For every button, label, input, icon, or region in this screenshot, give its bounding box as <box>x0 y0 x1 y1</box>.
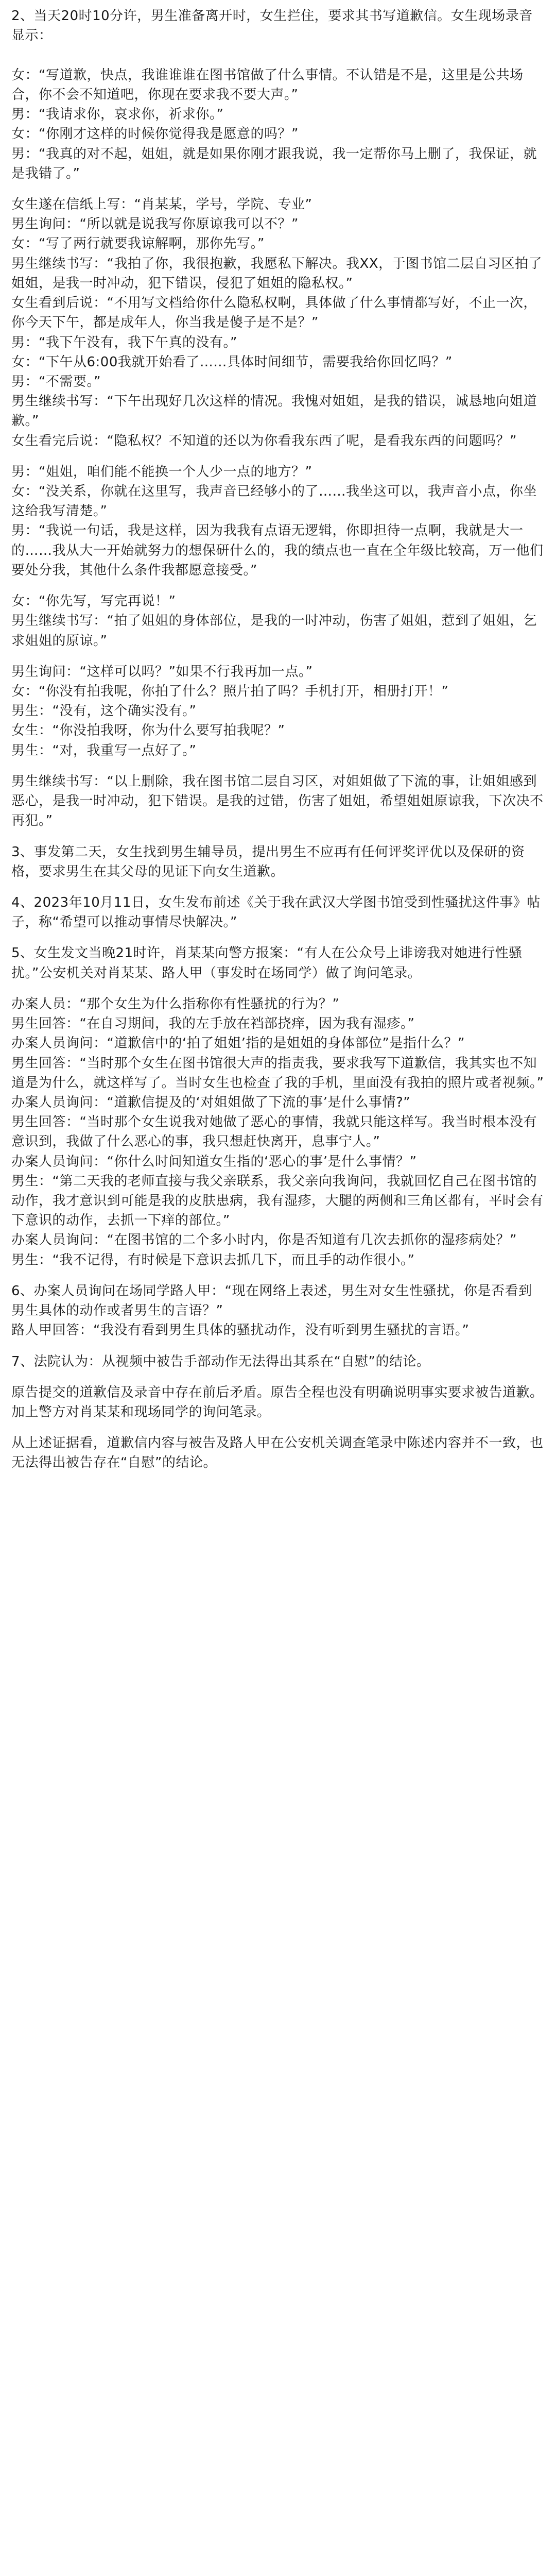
text-line: 女：“你没有拍我呢，你拍了什么？照片拍了吗？手机打开，相册打开！” <box>11 684 449 699</box>
text-line: 女生遂在信纸上写：“肖某某，学号，学院、专业” <box>11 196 312 212</box>
text-line <box>11 45 545 65</box>
text-line: 男生继续书写：“以上删除，我在图书馆二层自习区，对姐姐做了下流的事，让姐姐感到恶心，是我一时冲动，犯下错误。是我的过错，伤害了姐姐，希望姐姐原谅我，下次决不再犯。” <box>11 773 544 829</box>
text-line: 男生：“没有，这个确实没有。” <box>11 703 197 719</box>
text-line: 男：“我真的对不起，姐姐，就是如果你刚才跟我说，我一定帮你马上删了，我保证，就是我错了。” <box>11 146 537 181</box>
text-line: 4、2023年10月11日，女生发布前述《关于我在武汉大学图书馆受到性骚扰这件事》帖子，称“希望可以推动事情尽快解决。” <box>11 894 541 930</box>
paragraph-p2f <box>11 772 545 831</box>
text-line: 女生看到后说：“不用写文档给你什么隐私权啊，具体做了什么事情都写好，不止一次，你今天下午，都是成年人，你当我是傻子是不是？” <box>11 295 537 331</box>
text-line: 男生询问：“所以就是说我写你原谅我可以不？” <box>11 216 299 232</box>
text-line: 女：“你先写，写完再说！” <box>11 594 176 609</box>
paragraph-p6 <box>11 1281 545 1341</box>
text-line: 女：“你刚才这样的时候你觉得我是愿意的吗？” <box>11 126 299 142</box>
text-line: 女：“下午从6:00我就开始看了……具体时间细节，需要我给你回忆吗？” <box>11 354 453 370</box>
paragraph-p2d <box>11 591 545 651</box>
text-line: 男：“不需要。” <box>11 374 101 389</box>
text-line: 6、办案人员询问在场同学路人甲：“现在网络上表述，男生对女生性骚扰，你是否看到男生具体的动作或者男生的言语？” <box>11 1283 532 1319</box>
text-line: 男生：“对，我重写一点好了。” <box>11 742 197 758</box>
text-line: 男：“姐姐，咱们能不能换一个人少一点的地方？” <box>11 464 312 480</box>
text-line: 7、法院认为：从视频中被告手部动作无法得出其系在“自慰”的结论。 <box>11 1353 430 1369</box>
text-line: 男生回答：“当时那个女生在图书馆很大声的指责我，要求我写下道歉信，我其实也不知道是为什么，就这样写了。当时女生也检查了我的手机，里面没有我拍的照片或者视频。” <box>11 1055 544 1091</box>
text-line: 女生：“你没拍我呀，你为什么要写拍我呢？” <box>11 723 285 739</box>
text-line: 办案人员询问：“你什么时间知道女生指的‘恶心的事’是什么事情？” <box>11 1154 417 1170</box>
text-line: 男：“我说一句话，我是这样，因为我我有点语无逻辑，你即担待一点啊，我就是大一的……我从大一开始就努力的想保研什么的，我的绩点也一直在全年级比较高，万一他们要处分我，其他什么条件我都愿意接受。” <box>11 523 544 578</box>
text-line: 男生：“第二天我的老师直接与我父亲联系，我父亲向我询问，我就回忆自己在图书馆的动作，我才意识到可能是我的皮肤患病，我有湿疹，大腿的两侧和三角区都有，平时会有下意识的动作，去抓一下痒的部位。” <box>11 1173 544 1229</box>
paragraph-p2 <box>11 6 545 183</box>
paragraph-p2c <box>11 462 545 580</box>
text-line: 原告提交的道歉信及录音中存在前后矛盾。原告全程也没有明确说明事实要求被告道歉。加上警方对肖某某和现场同学的询问笔录。 <box>11 1384 544 1420</box>
text-line: 男生继续书写：“我拍了你，我很抱歉，我愿私下解决。我XX，于图书馆二层自习区拍了姐姐，是我一时冲动，犯下错误，侵犯了姐姐的隐私权。” <box>11 256 543 291</box>
text-line: 男：“我请求你，哀求你，祈求你。” <box>11 107 224 123</box>
text-line: 男：“我下午没有，我下午真的没有。” <box>11 334 237 350</box>
text-line: 女：“写道歉，快点，我谁谁谁在图书馆做了什么事情。不认错是不是，这里是公共场合，你不会不知道吧，你现在要求我不要大声。” <box>11 67 524 103</box>
text-line: 5、女生发文当晚21时许，肖某某向警方报案：“有人在公众号上诽谤我对她进行性骚扰。”公安机关对肖某某、路人甲（事发时在场同学）做了询问笔录。 <box>11 945 523 981</box>
paragraph-p5 <box>11 943 545 982</box>
paragraph-p2b <box>11 195 545 451</box>
text-line: 男生回答：“当时那个女生说我对她做了恶心的事情，我就只能这样写。我当时根本没有意识到，我做了什么恶心的事，我只想赶快离开，息事宁人。” <box>11 1114 537 1150</box>
paragraph-p7b <box>11 1383 545 1422</box>
text-line: 男生回答：“在自习期间，我的左手放在裆部挠痒，因为我有湿疹。” <box>11 1016 415 1032</box>
paragraph-p7 <box>11 1352 545 1371</box>
text-line: 男生询问：“这样可以吗？”如果不行我再加一点。” <box>11 664 313 680</box>
paragraph-p2e <box>11 662 545 760</box>
text-line: 男生：“我不记得，有时候是下意识去抓几下，而且手的动作很小。” <box>11 1252 415 1268</box>
paragraph-p3 <box>11 842 545 882</box>
paragraph-p4 <box>11 893 545 932</box>
text-line: 女：“写了两行就要我谅解啊，那你先写。” <box>11 236 265 252</box>
text-line: 男生继续书写：“拍了姐姐的身体部位，是我的一时冲动，伤害了姐姐，惹到了姐姐，乞求姐姐的原谅。” <box>11 613 537 649</box>
paragraph-p5b <box>11 994 545 1270</box>
text-line: 路人甲回答：“我没有看到男生具体的骚扰动作，没有听到男生骚扰的言语。” <box>11 1323 470 1338</box>
text-line: 办案人员询问：“道歉信中的‘拍了姐姐’指的是姐姐的身体部位”是指什么？” <box>11 1036 465 1052</box>
text-line: 3、事发第二天，女生找到男生辅导员，提出男生不应再有任何评奖评优以及保研的资格，要求男生在其父母的见证下向女生道歉。 <box>11 844 525 879</box>
text-line: 办案人员：“那个女生为什么指称你有性骚扰的行为？” <box>11 996 340 1012</box>
text-line: 男生继续书写：“下午出现好几次这样的情况。我愧对姐姐，是我的错误，诚恳地向姐道歉。” <box>11 394 537 429</box>
paragraph-p7c <box>11 1433 545 1472</box>
text-line: 办案人员询问：“在图书馆的二个多小时内，你是否知道有几次去抓你的湿疹病处？” <box>11 1232 517 1248</box>
text-line: 从上述证据看，道歉信内容与被告及路人甲在公安机关调查笔录中陈述内容并不一致，也无法得出被告存在“自慰”的结论。 <box>11 1435 544 1471</box>
text-line: 女：“没关系，你就在这里写，我声音已经够小的了……我坐这可以，我声音小点，你坐这给我写清楚。” <box>11 484 537 519</box>
text-line: 办案人员询问：“道歉信提及的‘对姐姐做了下流的事’是什么事情?” <box>11 1094 411 1110</box>
text-line: 女生看完后说：“隐私权？不知道的还以为你看我东西了呢，是看我东西的问题吗？” <box>11 433 517 449</box>
text-line: 2、当天20时10分许，男生准备离开时，女生拦住，要求其书写道歉信。女生现场录音显示： <box>11 8 533 44</box>
